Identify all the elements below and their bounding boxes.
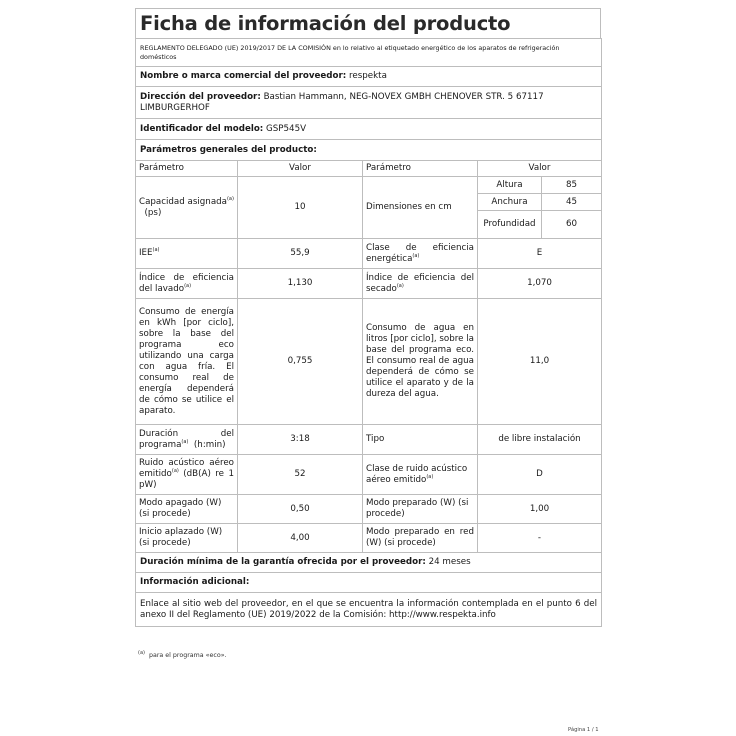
off-mode-label: Modo apagado (W) (si procede)	[136, 495, 238, 524]
capacity-unit: (ps)	[144, 207, 162, 218]
standby-mode-label: Modo preparado (W) (si procede)	[363, 495, 478, 524]
energy-class-value: E	[478, 239, 602, 269]
width-value: 45	[542, 194, 602, 211]
network-standby-value: -	[478, 524, 602, 553]
type-label: Tipo	[363, 425, 478, 455]
col-header-value-2: Valor	[478, 161, 602, 177]
noise-class-sup: (a)	[426, 473, 434, 480]
eei-value: 55,9	[238, 239, 363, 269]
regulation-text: REGLAMENTO DELEGADO (UE) 2019/2017 DE LA COMISIÓN en lo relativo al etiquetado energético de los aparatos de refrigeración domésticos	[136, 39, 602, 67]
page-number: Página 1 / 1	[568, 727, 599, 733]
eei-label: IEE	[139, 248, 153, 258]
capacity-row-1	[136, 177, 602, 194]
wash-index-label: Índice de eficiencia del lavado	[139, 272, 234, 294]
col-header-value-1: Valor	[238, 161, 363, 177]
noise-class-label: Clase de ruido acústico aéreo emitido	[366, 463, 468, 485]
general-params-label: Parámetros generales del producto:	[136, 140, 602, 161]
noise-value: 52	[238, 455, 363, 495]
col-header-param-2: Parámetro	[363, 161, 478, 177]
column-header-row	[136, 161, 602, 177]
capacity-sup: (a)	[226, 195, 234, 202]
additional-info-text-row	[136, 593, 602, 627]
water-consumption-label: Consumo de agua en litros [por ciclo], sobre la base del programa eco. El consumo real de agua dependerá de cómo se utilice el aparato y de la dureza del agua.	[363, 299, 478, 425]
water-consumption-value: 11,0	[478, 299, 602, 425]
supplier-address-value: Bastian Hammann, NEG-NOVEX GMBH CHENOVER STR. 5 67117 LIMBURGERHOF	[140, 91, 544, 113]
col-header-param-1: Parámetro	[136, 161, 238, 177]
delay-start-label: Inicio aplazado (W) (si procede)	[136, 524, 238, 553]
energy-class-label: Clase de eficiencia energética	[366, 242, 474, 264]
height-value: 85	[542, 177, 602, 194]
dry-index-label: Índice de eficiencia del secado	[366, 272, 474, 294]
model-id-label: Identificador del modelo:	[140, 123, 264, 134]
supplier-name-value: respekta	[349, 71, 387, 81]
energy-consumption-label: Consumo de energía en kWh [por ciclo], sobre la base del programa eco utilizando una carga con agua fría. El consumo real de energía dependerá de cómo se utilice el aparato.	[136, 299, 238, 425]
capacity-label-cell	[136, 177, 238, 239]
additional-info-label-row	[136, 573, 602, 593]
dry-index-sup: (a)	[396, 282, 404, 289]
additional-info-text: Enlace al sitio web del proveedor, en el que se encuentra la información contemplada en el punto 6 del anexo II del Reglamento (UE) 2019/2022 de la Comisión: http://www.respekta.info	[136, 593, 602, 627]
model-id-row	[136, 119, 602, 140]
width-label: Anchura	[478, 194, 542, 211]
noise-label: Ruido acústico aéreo emitido	[139, 458, 234, 479]
standby-mode-value: 1,00	[478, 495, 602, 524]
wash-index-value: 1,130	[238, 269, 363, 299]
noise-row	[136, 455, 602, 495]
duration-value: 3:18	[238, 425, 363, 455]
power-modes-row-2	[136, 524, 602, 553]
eei-row	[136, 239, 602, 269]
regulation-row	[136, 39, 602, 67]
product-information-sheet	[135, 8, 601, 627]
dimensions-label: Dimensiones en cm	[363, 177, 478, 239]
network-standby-label: Modo preparado en red (W) (si procede)	[363, 524, 478, 553]
off-mode-value: 0,50	[238, 495, 363, 524]
supplier-address-row	[136, 87, 602, 119]
depth-label: Profundidad	[478, 211, 542, 239]
duration-label: Duración del programa	[139, 428, 234, 450]
warranty-row	[136, 553, 602, 573]
noise-unit: (dB(A) re 1 pW)	[139, 469, 234, 490]
supplier-address-label: Dirección del proveedor:	[140, 91, 261, 102]
energy-class-sup: (a)	[412, 252, 420, 259]
footnote	[138, 649, 227, 659]
duration-sup: (a)	[181, 438, 189, 445]
eei-sup: (a)	[152, 247, 160, 254]
noise-sup: (a)	[171, 468, 179, 475]
wash-index-sup: (a)	[184, 282, 192, 289]
footnote-sup: (a)	[138, 649, 145, 656]
efficiency-index-row	[136, 269, 602, 299]
supplier-name-row	[136, 67, 602, 87]
model-id-value: GSP545V	[266, 123, 307, 134]
type-value: de libre instalación	[478, 425, 602, 455]
product-table	[135, 38, 602, 627]
duration-unit: (h:min)	[193, 439, 226, 450]
capacity-label: Capacidad asignada	[139, 196, 227, 207]
footnote-text: para el programa «eco».	[148, 652, 227, 659]
general-params-row	[136, 140, 602, 161]
delay-start-value: 4,00	[238, 524, 363, 553]
capacity-value: 10	[238, 177, 363, 239]
depth-value: 60	[542, 211, 602, 239]
supplier-name-label: Nombre o marca comercial del proveedor:	[140, 71, 347, 81]
warranty-label: Duración mínima de la garantía ofrecida por el proveedor:	[140, 557, 426, 567]
page-title: Ficha de información del producto	[135, 8, 601, 38]
power-modes-row-1	[136, 495, 602, 524]
noise-class-value: D	[478, 455, 602, 495]
height-label: Altura	[478, 177, 542, 194]
warranty-value: 24 meses	[428, 557, 471, 567]
energy-consumption-value: 0,755	[238, 299, 363, 425]
additional-info-label: Información adicional:	[136, 573, 602, 593]
duration-row	[136, 425, 602, 455]
dry-index-value: 1,070	[478, 269, 602, 299]
consumption-row	[136, 299, 602, 425]
